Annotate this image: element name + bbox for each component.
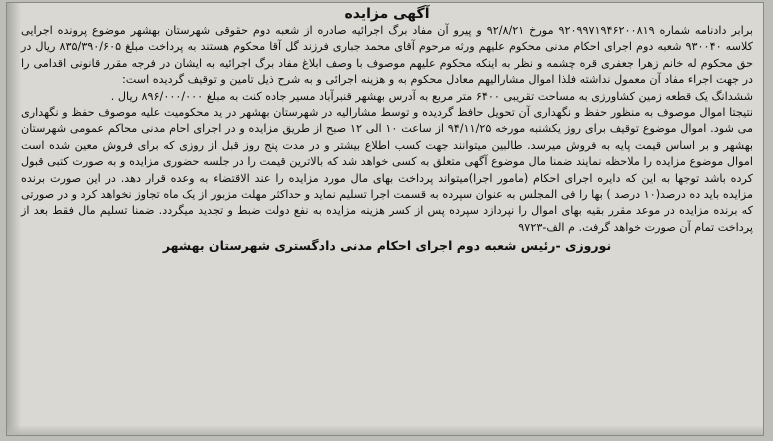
notice-title: آگهی مزایده bbox=[344, 6, 430, 22]
page-fold-shadow bbox=[7, 3, 21, 435]
notice-paragraph-property: ششدانگ یک قطعه زمین کشاورزی به مساحت تقریبی ۶۴۰۰ متر مربع به آدرس بهشهر قنبرآباد مسیر جاده کنت به مبلغ ۸۹۶/۰۰۰/۰۰۰ ریال . bbox=[110, 89, 753, 103]
notice-body bbox=[21, 5, 753, 429]
notice-signature: نوروزی -رئیس شعبه دوم اجرای احکام مدنی دادگستری شهرستان بهشهر bbox=[162, 238, 612, 254]
notice-paragraph-ruling: برابر دادنامه شماره ۹۲۰۹۹۷۱۹۴۶۲۰۰۸۱۹ مورخ ۹۲/۸/۲۱ و پیرو آن مفاد برگ اجرائیه صادره از شعبه دوم حقوقی شهرستان بهشهر موضوع پرونده اجرایی کلاسه ۹۳۰۰۴۰ شعبه دوم اجرای احکام مدنی محکوم علیهم ورثه مرحوم آقای محمد جباری فرزند گل آقا محکوم هستند به پرداخت مبلغ ۸۳۵/۳۹۰/۶۰۵ ریال در حق محکوم له خانم زهرا جعفری قره چشمه و نظر به اینکه محکوم علیهم موصوف با وصف ابلاغ مفاد برگ اجرائیه به ایشان در فرجه مقرر قانونی اقدامی را در جهت اجراء مفاد آن معمول نداشته فلذا اموال مشارالیهم معادل محکوم به و هزینه اجرائی و به شرح ذیل تامین و توقیف گردیده است: bbox=[21, 24, 754, 87]
notice-paragraph-auction-terms: نتیجتا اموال موصوف به منظور حفظ و نگهداری آن تحویل حافظ گردیده و توسط مشارالیه در شهرستان بهشهر در ید محکومیت علیه موصوف حفظ و نگهداری می شود. اموال موضوع توقیف برای روز یکشنبه مورخه ۹۴/۱۱/۲۵ از ساعت ۱۰ الی ۱۲ صبح از طریق مزایده و در اجرای احام مدنی محاکم عمومی شهرستان بهشهر و بر اساس قیمت پایه به فروش میرسد. طالبین میتوانند جهت کسب اطلاع بیشتر و در مدت پنج روز قبل از روزی که برای فروش معین شده است اموال موضوع مزایده را ملاحظه نمایند ضمنا مال موضوع آگهی متعلق به کسی خواهد شد که بالاترین قیمت را در جلسه حضوری مزایده و به صورت کتبی قبول کرده باشد توجها به این که دایره اجرای احکام (مامور اجرا)میتواند پرداخت بهای مال مورد مزایده را عند الاقتضاء به وعده قرار دهد. در این صورت برنده مزایده باید ده درصد(۱۰ درصد ) بها را فی المجلس به عنوان سپرده به قسمت اجرا تسلیم نماید و حداکثر مهلت مزبور از یک ماه تجاوز نخواهد کرد و در صورتی که برنده مزایده در موعد مقرر بقیه بهای اموال را نپردازد سپرده پس از کسر هزینه مزایده به نفع دولت ضبط و تجدید میگردد. ضمنا تسلیم مال فقط بعد از پرداخت تمام آن صورت خواهد گرفت. م الف-۹۷۲۳ bbox=[21, 106, 753, 234]
newspaper-clipping bbox=[6, 2, 764, 436]
